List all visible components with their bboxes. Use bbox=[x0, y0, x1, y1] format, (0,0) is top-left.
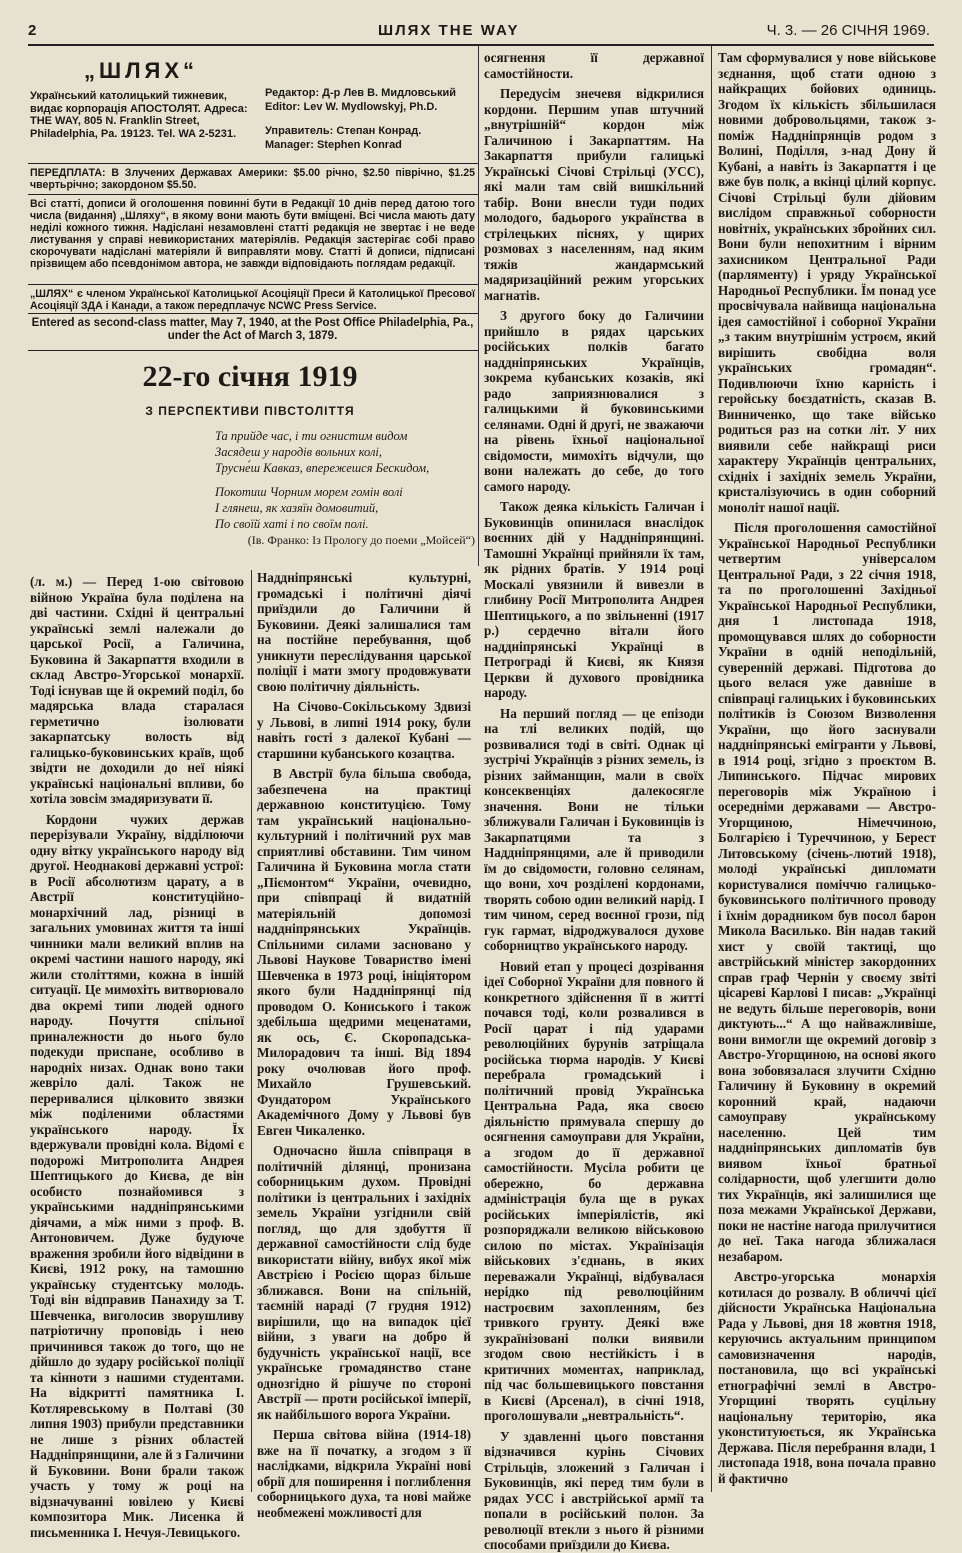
paper-name: „ШЛЯХ“ bbox=[83, 58, 199, 83]
column-rule bbox=[711, 46, 712, 1492]
paragraph: осягнення її державної самостійности. bbox=[484, 50, 704, 81]
column-rule bbox=[251, 570, 252, 1492]
poem-line: Трусне́ш Кавказ, впережешся Бескидом, bbox=[215, 461, 430, 475]
article-column-1 bbox=[30, 574, 244, 1540]
article-column-2 bbox=[257, 570, 471, 1520]
paragraph: У здавленні цього повстання відзначився курінь Січових Стрільців, зложений з Галичан і Буковинців, які перед тим були в рядах УСС і австрійської армії та попали в російський полон. За революції втекли з нього й різними способами приїздили до Києва. bbox=[484, 1428, 704, 1552]
paragraph: Після проголошення самостійної Української Народньої Республики четвертим універсалом Центральної Ради, з 22 січня 1918, та по проголошенні Західньої Української Народньої Республики, дня 1 листопада 1918, промощувався шлях до соборности України в одній неподільній, суверенній державі. Підготова до цього велася уже давніше в співпраці галицьких і буковинських політиків із Союзом Визволення України, що його заснували наддніпрянські емігранти у Львові, в 1914 році, згідно з проєктом В. Липинського. Підчас мирових переговорів між Україною і осередніми державами — Австро-Угорщиною, Німеччиною, Болгарією і Туреччиною, у Берест Литовському (січень-лютий 1918), молоді українські дипломати користувалися поміччю галицько-буковинського політичного проводу і їхнім дорадником був посол барон Микола Василько. Він надав такий хист у своїй тактиці, що австрійський міністер закордонних справ граф Чернін у своєму звіті цісареві Карлові І писав: „Українці не ведуть більше переговорів, вони диктують...“ А що найважливіше, вони вимогли ще окремий договір з Австро-Угорщиною, на основі якого вона зобовязалася злучити Східню Галичину й Буковину в окремий коронний край, надаючи самоуправу українському населенню. Цей тим наддніпрянських дипломатів був виявом їхньої братньої солідарности, щоб улегшити долю тих Українців, які залишилися ще поза межами Української Держави, поки не настіне нагода прилучитися до неї. Така нагода зближалася незабаром. bbox=[718, 520, 936, 1264]
paragraph: На перший погляд — це епізоди на тлі великих подій, що розвивалися тоді в світі. Однак ці зустрічі Українців з різних земель, із різних займанщин, мали в своїх консеквенціях далекосягле значення. Вони не тільки зближували Галичан і Буковинців із Закарпатцями та з Наддніпрянцями, але й приводили їм до свідомости, головно селянам, що вони, хоч розділені кордонами, творять собою один великий нарід. І тим чином, серед воєнної грози, під гук гармат, відроджувалося духове соборництво українського народу. bbox=[484, 705, 704, 953]
epigraph-poem bbox=[215, 428, 475, 548]
association-note: „ШЛЯХ“ є членом Української Католицької Асоціяції Преси й Католицької Пресової Асоціяції ЗДА і Канади, а також передплачує NCWC Press Service. bbox=[30, 288, 475, 312]
poem-line: Засядеш у народів вольних колі, bbox=[215, 445, 383, 459]
manager-en: Manager: Stephen Konrad bbox=[265, 139, 402, 151]
poem-attribution: (Ів. Франко: Із Прологу до поеми „Мойсей“) bbox=[247, 533, 475, 547]
column-rule bbox=[478, 46, 479, 566]
divider bbox=[28, 194, 478, 195]
paragraph: Перша світова війна (1914-18) вже на її початку, а згодом з її наслідками, відкрила Україні нові обрії для поширення і поглиблення соборницького духа, та нові майже необмежені можливості для bbox=[257, 1427, 471, 1520]
postal-entry: Entered as second-class matter, May 7, 1940, at the Post Office Philadelphia, Pa., under the Act of March 3, 1879. bbox=[31, 317, 474, 342]
poem-line: Покотиш Чорним морем гомін волі bbox=[215, 485, 403, 499]
paragraph: Новий етап у процесі дозрівання ідеї Соборної України для повного й конкретного здійснення її в житті почався тоді, коли розвалився в Росії царат і під ударами революційних бурунів затріщала російська тюрма народів. У Києві перебрала громадський і політичний провід Українська Центральна Рада, яка своєю діяльністю прямувала спершу до осягнення самоуправи для України, а згодом до її державної самостійности. Мусіла робити це обережно, бо державна адміністрація була ще в руках російських імперіялістів, які розпоряджали великою військовою силою по містах. Українізація військових з'єднань, в яких переважали Українці, відбувалася нерідко під революційним настроєвим захопленням, без тривкого грунту. Деякі вже зукраїнізовані полки виявили згодом свою нестійкість і в критичних моментах, наприклад, під час большевицького повстання в Києві (Арсенал), в січні 1918, проголошували „невтральність“. bbox=[484, 958, 704, 1423]
page-header bbox=[28, 22, 934, 46]
editorial-staff bbox=[265, 86, 475, 152]
paper-description: Український католицький тижневик, видає корпорація АПОСТОЛЯТ. Адреса: THE WAY, 805 N. Franklin Street, Philadelphia, Pa. 19123. Tel. WA 2-5231. bbox=[30, 90, 248, 140]
issue-date: Ч. 3. — 26 СІЧНЯ 1969. bbox=[766, 22, 930, 39]
editor-ua: Редактор: Д-р Лев В. Мидловський bbox=[265, 87, 457, 99]
divider bbox=[28, 313, 478, 314]
manager-ua: Управитель: Степан Конрад. bbox=[265, 125, 422, 137]
paragraph: Також деяка кількість Галичан і Буковинців опинилася внаслідок воєнних дій у Наддніпрянщині. Тамошні Українці прийняли їх там, як рідних братів. У 1914 році Москалі увязнили й вивезли в глибину Росії Митрополита Андрея Шептицького, а по звільненні (1917 р.) сердечно вітали його наддніпрянські Українці в Петрограді й Києві, як Князя Церкви й духового провідника народу. bbox=[484, 499, 704, 700]
paragraph: Наддніпрянські культурні, громадські і політичні діячі приїздили до Галичини й Буковини. Деякі залишалися там на постійне перебування, щоб уникнути переслідування царської поліції і мати змогу продовжувати свою політичну діяльність. bbox=[257, 570, 471, 694]
editorial-notice: Всі статті, дописи й оголошення повинні бути в Редакції 10 днів перед датою того числа (видання) „Шляху“, в якому вони мають бути вміщені. Всі числа мають дату неділі кожного тижня. Надіслані незамовлені статті редакція не звертає і не веде листування у справі невикористаних матеріялів. Редакція застерігає собі право скорочувати надіслані матеріяли й виправляти мову. Статті й дописи, підписані прізвищем або псевдонімом автора, не завжди відповідають поглядам редакції. bbox=[30, 198, 475, 270]
paragraph: (л. м.) — Перед 1-ою світовою війною Україна була поділена на дві частини. Східні й центральні українські землі належали до царської Росії, а Галичина, Буковина й Закарпаття входили в склад Австро-Угорської монархії. Тоді існував ще й окремий поділ, бо мадярська влада старалася герметично ізолювати закарпатську волость від галицько-буковинських країв, щоб звідти не доходили до неї ніякі українські національні впливи, бо хотіла зовсім змадяризувати її. bbox=[30, 574, 244, 806]
paragraph: Там сформувалися у нове військове зєднання, щоб стати одною з найкращих бойових одиниць. Згодом їх кількість збільшилася новими добровольцями, також з-поміж Наддніпрянців родом з Волині, Поділля, з-над Дону й Кубані, а навіть із Закарпаття і це вже був полк, а вкінці цілий корпус. Січові Стрільці були дійовим вислідом справжньої соборности новітніх, українських збройних сил. Вони були непохитним і вірним захисником Центральної Ради (парляменту) і уряду Української Народньої Республики. Їм понад усе просвічувала найвища національна ідея самостійної і соборної України „з таким внутрішнім устроєм, який вирішить свобідна воля українських громадян“. Подивлюючи їхню карність і геройську боєздатність, сказав В. Винниченко, що таке військо родиться раз на сотки літ. У них виявили себе найкращі риси характеру Українців центральних, східніх і західніх земель України, кристалізуючись в один соборний моноліт нашої нації. bbox=[718, 50, 936, 515]
paragraph: Одночасно йшла співпраця в політичній ділянці, пронизана соборницьким духом. Провідні політики із центральних і західніх земель України узгіднили свій погляд, що для здобуття її державної самостійности слід буде використати війну, вибух якої між Австрією і Росією щораз більше зближався. Вони на спільній, таємній нараді (7 грудня 1912) вирішили, що на випадок цієї війни, з уваги на добро й будучність української нації, все українське громадянство стане однозгідно й рішуче по стороні Австрії — проти російської імперії, як найбільшого ворога України. bbox=[257, 1143, 471, 1422]
article-column-3 bbox=[484, 50, 704, 1552]
article-title: 22-го січня 1919 bbox=[142, 360, 358, 393]
paragraph: Австро-угорська монархія котилася до розвалу. В обличчі цієї дійсности Українська Національна Рада у Львові, дня 18 жовтня 1918, керуючись актуальним принципом самовизначення народів, постановила, що всі українські етнографічні землі в Австро-Угорщині творять суцільну національну територію, яка уконституюється, як Українська Держава. Після перебрання влади, 1 листопада 1918, вона почала правно й фактично bbox=[718, 1269, 936, 1486]
poem-line: І глянеш, як хазяїн домовитий, bbox=[215, 501, 379, 515]
divider bbox=[28, 163, 478, 164]
poem-line: Та прийде час, і ти огнистим видом bbox=[215, 429, 408, 443]
masthead-box bbox=[30, 50, 252, 140]
header-masthead: ШЛЯХ THE WAY bbox=[378, 22, 520, 39]
subscription-info: ПЕРЕДПЛАТА: В Злучених Державах Америки: $5.00 річно, $2.50 піврічно, $1.25 чвертьрічно; закордоном $5.50. bbox=[30, 167, 475, 191]
page-number: 2 bbox=[28, 22, 37, 39]
paragraph: На Січово-Сокільському Здвизі у Львові, в липні 1914 року, були навіть гості з далекої Кубані — старшини кубанського козацтва. bbox=[257, 699, 471, 761]
poem-line: По своїй хаті і по своїм полі. bbox=[215, 517, 369, 531]
divider bbox=[28, 350, 478, 351]
paragraph: Передусім знечевя відкрилися кордони. Першим упав штучний „внутрішній“ кордон між Галичиною і Закарпаттям. На Закарпаття прибули галицькі Українські Січові Стрільці (УСС), які мали там свій вишкільний табір. Вони внесли туди подих молодого, бадьорого українства в стрілецьких піснях, у щирих розмовах з населенням, над яким тяжів жандармський мадяризаційний режим угорських магнатів. bbox=[484, 86, 704, 303]
paragraph: З другого боку до Галичини прийшло в рядах царських російських полків багато наддніпрянських Українців, зокрема кубанських козаків, які радо заприязнювалися з галицькими й буковинськими селянами. Одні й другі, не зважаючи на рівень їхньої національної свідомости, мимохіть відчули, що вони належать до себе, до того самого народу. bbox=[484, 308, 704, 494]
paragraph: В Австрії була більша свобода, забезпечена на практиці державною конституцією. Тому там український національно-культурний і політичний рух мав сприятливі обставини. Тим чином Галичина й Буковина могла стати „Піємонтом“ України, очевидно, при співпраці й видатній матеріяльній допомозі наддніпрянських Українців. Спільними силами засновано у Львові Наукове Товариство імені Шевченка в 1973 році, ініціятором якого були Наддніпрянці під проводом О. Кониського і також здебільша щедрими меценатами, як ось, Є. Скоропадська-Милорадович та інші. Від 1894 року очолював його проф. Михайло Грушевський. Фундатором Українського Академічного Дому у Львові був Евген Чикаленко. bbox=[257, 766, 471, 1138]
editor-en: Editor: Lev W. Mydlowskyj, Ph.D. bbox=[265, 101, 438, 113]
paragraph: Кордони чужих держав перерізували Україну, відділюючи одну вітку українського народу від другої. Неоднакові державні устрої: в Росії абсолютизм царату, а в Австрії конституційно-монархічний лад, різниці в загальних умовинах життя та інші чинники мали великий вплив на окремі частини нашого народу, які жили століттями, кожна в іншій ситуації. Це мимохіть витворювало два окремі типи людей одного народу. Почуття спільної приналежности до нього було подекуди приспане, особливо в народніх низах. Однак воно таки жевріло далі. Також не переривалися цілковито звязки між поділеними областями українського народу. Їх вдержували провідні кола. Відомі є подорожі Митрополита Андрея Шептицького до Києва, де він особисто познайомився з українськими наддніпрянськими діячами, а між ними з проф. В. Антоновичем. Дуже будуюче враження зробили його відвідини в Києві, 1912 року, на тамошню українську студентську молодь. Тоді він відправив Панахиду за Т. Шевченка, виголосив зворушливу патріотичну проповідь і нею причинився також до того, що не дійшло до зудару російської поліції та кінноти з нашими студентами. На відкритті памятника І. Котляревському в Полтаві (30 липня 1903) прибули представники не лише з різних областей Наддніпрянщини, але й з Галичини й Буковини. Вони брали також участь у тому ж році на відзначуванні ювілею у Києві композитора Мик. Лисенка й письменника І. Нечуя-Левицького. bbox=[30, 811, 244, 1540]
article-subtitle: З ПЕРСПЕКТИВИ ПІВСТОЛІТТЯ bbox=[145, 404, 355, 418]
divider bbox=[28, 284, 478, 285]
article-column-4 bbox=[718, 50, 936, 1490]
